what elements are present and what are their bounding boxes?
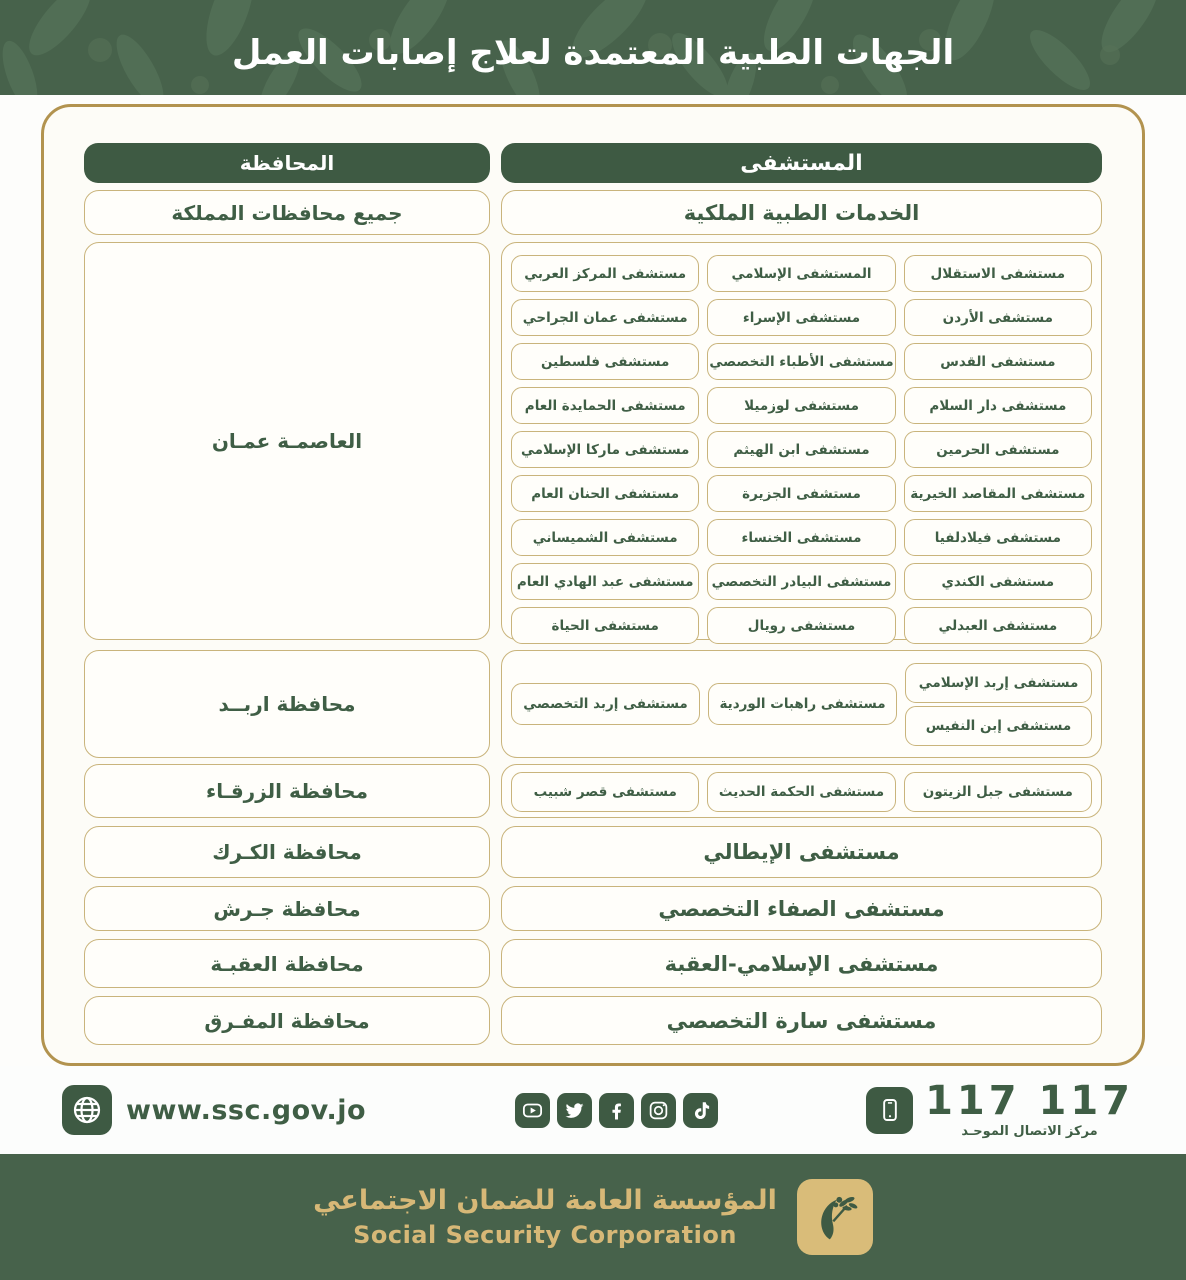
instagram-icon[interactable] xyxy=(641,1093,676,1128)
header-banner xyxy=(0,0,1186,95)
hospital-cell: مستشفى فلسطين xyxy=(511,343,699,380)
twitter-icon[interactable] xyxy=(557,1093,592,1128)
call-center-label: مركز الاتصال الموحـد xyxy=(961,1124,1098,1139)
table-row xyxy=(84,939,1102,988)
hospital-cell: مستشفى الكندي xyxy=(904,563,1092,600)
org-name-english: Social Security Corporation xyxy=(353,1221,737,1249)
stacked-hospitals xyxy=(905,663,1092,746)
hospital-cell: مستشفى عمان الجراحي xyxy=(511,299,699,336)
hospital-cell: مستشفى فيلادلفيا xyxy=(904,519,1092,556)
table-header-row xyxy=(84,143,1102,183)
table-row xyxy=(84,764,1102,818)
hospital-cell: مستشفى العبدلي xyxy=(904,607,1092,644)
hospital-cell: مستشفى الاستقلال xyxy=(904,255,1092,292)
hospital-cell: مستشفى الحمايدة العام xyxy=(511,387,699,424)
brand-footer xyxy=(0,1154,1186,1280)
table-row xyxy=(84,242,1102,640)
hospital-cell: مستشفى المقاصد الخيرية xyxy=(904,475,1092,512)
youtube-icon[interactable] xyxy=(515,1093,550,1128)
hospital-cell: مستشفى الحياة xyxy=(511,607,699,644)
column-header-governorate: المحافظة xyxy=(84,143,490,183)
table-row xyxy=(84,190,1102,235)
hospital-cell: مستشفى البيادر التخصصي xyxy=(707,563,895,600)
page-title: الجهات الطبية المعتمدة لعلاج إصابات العمل xyxy=(231,32,955,73)
hospital-cell: مستشفى الحنان العام xyxy=(511,475,699,512)
governorate-cell: العاصمـة عمـان xyxy=(84,242,490,640)
hospital-cell: مستشفى جبل الزيتون xyxy=(904,772,1092,812)
table-body xyxy=(84,190,1102,1045)
hospital-cell: مستشفى الجزيرة xyxy=(707,475,895,512)
hospital-cell: مستشفى ابن الهيثم xyxy=(707,431,895,468)
hospital-cell: مستشفى الإسراء xyxy=(707,299,895,336)
table-row xyxy=(84,996,1102,1045)
hospital-cell: مستشفى القدس xyxy=(904,343,1092,380)
hospital-cell: مستشفى الأردن xyxy=(904,299,1092,336)
governorate-cell: محافظة الزرقـاء xyxy=(84,764,490,818)
governorate-cell: محافظة الكـرك xyxy=(84,826,490,878)
governorate-cell: محافظة العقبـة xyxy=(84,939,490,988)
hospital-cell: مستشفى الأطباء التخصصي xyxy=(707,343,895,380)
hospital-cell: مستشفى إبن النفيس xyxy=(905,706,1092,746)
hospital-cell: مستشفى قصر شبيب xyxy=(511,772,699,812)
facebook-icon[interactable] xyxy=(599,1093,634,1128)
governorate-cell: محافظة جـرش xyxy=(84,886,490,931)
governorate-cell: محافظة المفـرق xyxy=(84,996,490,1045)
content-sheet xyxy=(41,104,1145,1066)
hospital-cell: المستشفى الإسلامي xyxy=(707,255,895,292)
hospital-cell: مستشفى سارة التخصصي xyxy=(501,996,1102,1045)
hospital-cell: مستشفى الحكمة الحديث xyxy=(707,772,895,812)
table-row xyxy=(84,826,1102,878)
hospital-cell: مستشفى الشميساني xyxy=(511,519,699,556)
hospital-cell: مستشفى الخنساء xyxy=(707,519,895,556)
hospital-cell: مستشفى المركز العربي xyxy=(511,255,699,292)
org-name-arabic: المؤسسة العامة للضمان الاجتماعي xyxy=(313,1185,777,1216)
governorate-cell: جميع محافظات المملكة xyxy=(84,190,490,235)
social-icons xyxy=(515,1093,718,1128)
table-row xyxy=(84,650,1102,758)
website-block[interactable] xyxy=(62,1085,366,1135)
hospital-cell: مستشفى دار السلام xyxy=(904,387,1092,424)
column-header-hospital: المستشفى xyxy=(501,143,1102,183)
tiktok-icon[interactable] xyxy=(683,1093,718,1128)
hospital-cell: مستشفى لوزميلا xyxy=(707,387,895,424)
hospital-cell: مستشفى رويال xyxy=(707,607,895,644)
phone-icon xyxy=(866,1087,913,1134)
hospital-cell: مستشفى الصفاء التخصصي xyxy=(501,886,1102,931)
table-row xyxy=(84,886,1102,931)
hospital-grid xyxy=(501,242,1102,640)
contact-bar xyxy=(0,1066,1186,1154)
hospital-cell: مستشفى الحرمين xyxy=(904,431,1092,468)
hospital-cell: مستشفى عبد الهادي العام xyxy=(511,563,699,600)
hospital-cell: مستشفى راهبات الوردية xyxy=(708,683,897,725)
website-url[interactable]: www.ssc.gov.jo xyxy=(126,1094,367,1126)
governorate-cell: محافظة اربــد xyxy=(84,650,490,758)
ssc-logo xyxy=(797,1179,873,1255)
hospital-cell: الخدمات الطبية الملكية xyxy=(501,190,1102,235)
hospital-cell: مستشفى ماركا الإسلامي xyxy=(511,431,699,468)
hospital-group xyxy=(501,650,1102,758)
hospital-cell: مستشفى الإسلامي-العقبة xyxy=(501,939,1102,988)
call-center-block[interactable] xyxy=(866,1078,1134,1139)
hospital-cell: مستشفى الإيطالي xyxy=(501,826,1102,878)
hospital-cell: مستشفى إربد التخصصي xyxy=(511,683,700,725)
hospital-cell: مستشفى إربد الإسلامي xyxy=(905,663,1092,703)
hospital-row xyxy=(501,764,1102,818)
call-center-number: 117 117 xyxy=(925,1078,1134,1124)
globe-icon xyxy=(62,1085,112,1135)
